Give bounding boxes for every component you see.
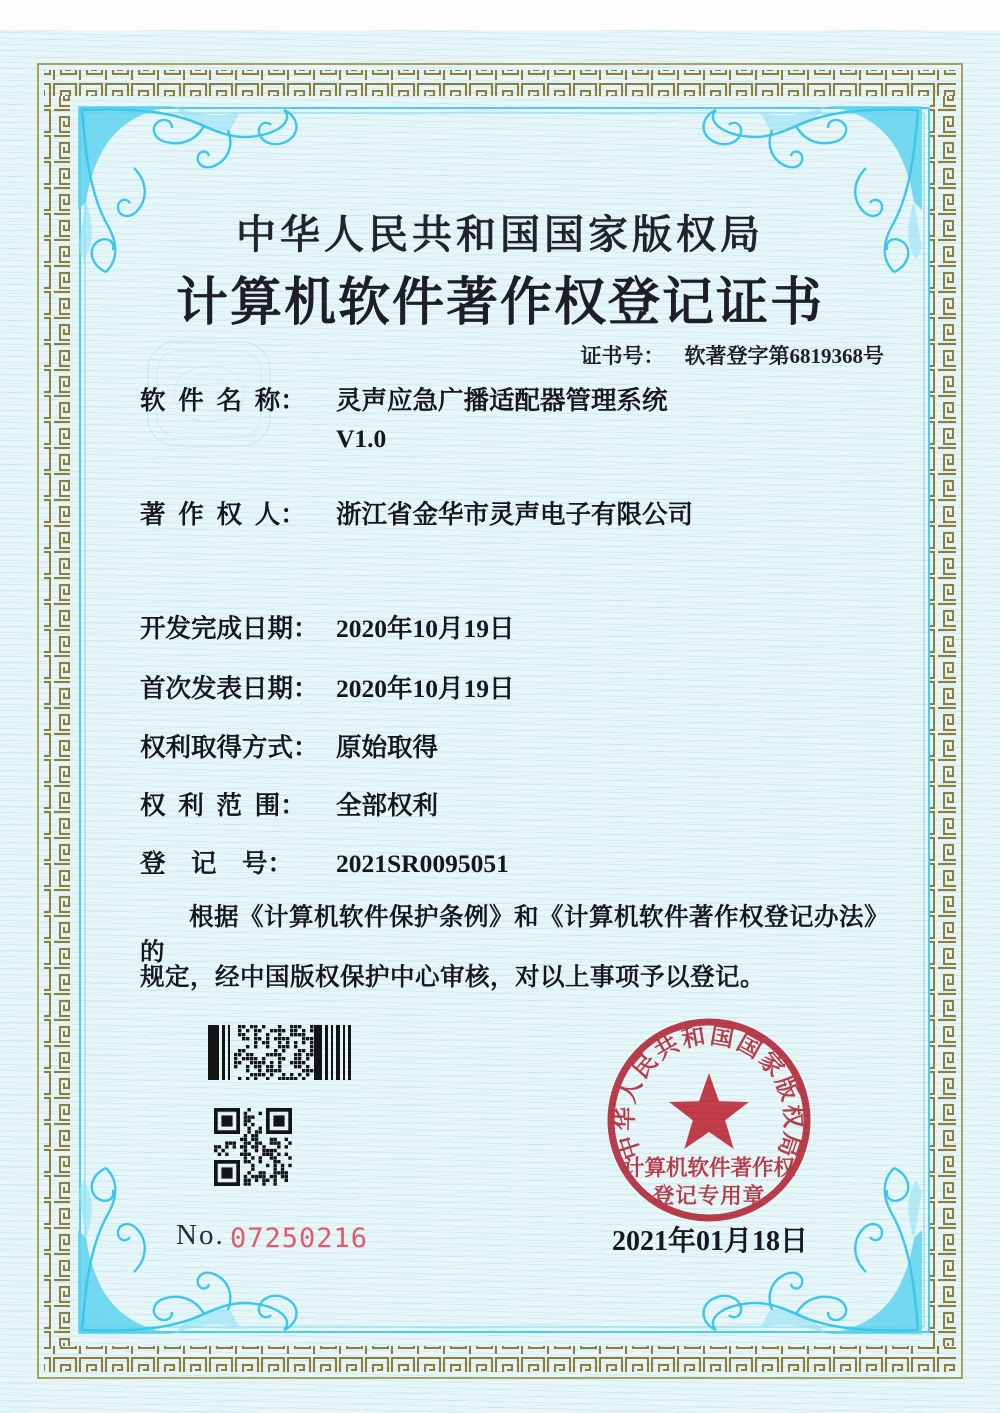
field-row-rights-acquisition bbox=[140, 728, 438, 764]
certificate-number-value: 软著登字第6819368号 bbox=[684, 344, 884, 368]
field-row-registration-number bbox=[140, 844, 509, 880]
field-row-copyright-owner bbox=[140, 495, 693, 531]
field-value: 2021SR0095051 bbox=[336, 849, 509, 878]
field-label: 权 利 范 围： bbox=[140, 791, 306, 820]
field-value: 浙江省金华市灵声电子有限公司 bbox=[336, 500, 694, 529]
certificate-content bbox=[0, 30, 1000, 1413]
field-row-dev-complete-date bbox=[140, 609, 515, 645]
field-value: 全部权利 bbox=[336, 791, 439, 820]
field-value: 2020年10月19日 bbox=[336, 614, 515, 643]
certificate-number-label: 证书号： bbox=[580, 344, 665, 368]
field-value: 2020年10月19日 bbox=[336, 674, 515, 703]
stacked-2d-barcode-icon bbox=[208, 1025, 353, 1080]
statement-line-1: 根据《计算机软件保护条例》和《计算机软件著作权登记办法》的 bbox=[140, 904, 889, 966]
seal-line-1: 计算机软件著作权 bbox=[622, 1156, 796, 1180]
field-value: 灵声应急广播适配器管理系统 bbox=[336, 386, 668, 415]
field-row-software-name bbox=[140, 381, 668, 417]
certificate-number-line bbox=[0, 340, 884, 370]
software-version-value: V1.0 bbox=[336, 424, 387, 453]
scan-margin bbox=[0, 0, 1000, 31]
statement-line-2: 规定，经中国版权保护中心审核，对以上事项予以登记。 bbox=[140, 964, 765, 991]
field-label: 首次发表日期： bbox=[140, 674, 319, 703]
field-label: 软 件 名 称： bbox=[140, 386, 306, 415]
field-row-rights-scope bbox=[140, 786, 438, 822]
field-label: 开发完成日期： bbox=[140, 614, 319, 643]
field-label: 登 记 号： bbox=[140, 849, 294, 878]
seal-line-2: 登记专用章 bbox=[652, 1184, 766, 1208]
field-value: 原始取得 bbox=[336, 733, 439, 762]
seal-arc-text: 中华人民共和国国家版权局 bbox=[611, 1022, 807, 1163]
red-star-icon bbox=[669, 1073, 749, 1149]
issue-date: 2021年01月18日 bbox=[612, 1226, 809, 1257]
field-label: 权利取得方式： bbox=[140, 733, 319, 762]
serial-number-value: 07250216 bbox=[230, 1223, 369, 1254]
field-label: 著 作 权 人： bbox=[140, 500, 306, 529]
certificate-paper bbox=[0, 30, 1000, 1413]
serial-number-label: No. bbox=[176, 1219, 225, 1251]
official-red-seal bbox=[604, 1015, 814, 1225]
qr-code-icon bbox=[214, 1108, 292, 1186]
certificate-title: 计算机软件著作权登记证书 bbox=[175, 275, 824, 332]
field-row-first-publish-date bbox=[140, 669, 515, 705]
issuing-authority-title: 中华人民共和国国家版权局 bbox=[236, 212, 764, 257]
